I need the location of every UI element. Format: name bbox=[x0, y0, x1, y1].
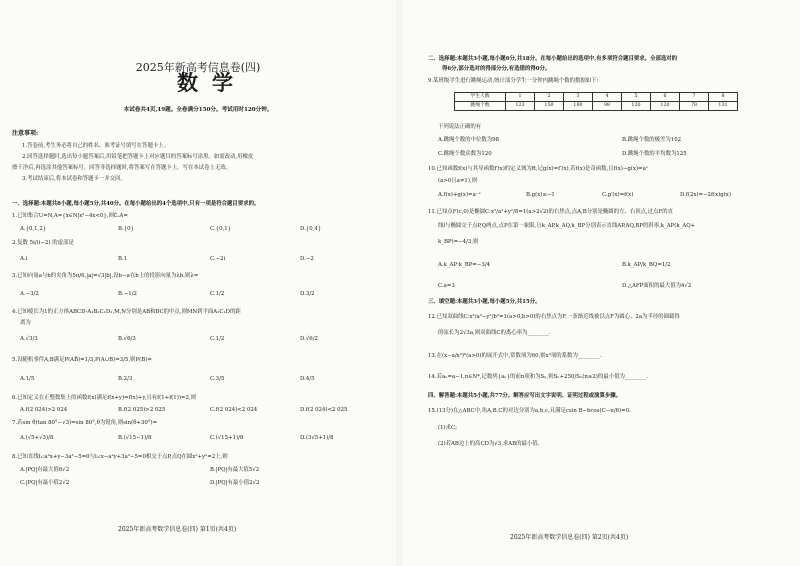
q9-option-b: B.跳绳个数的极差为102 bbox=[622, 137, 682, 143]
notice-title: 注意事项: bbox=[12, 130, 39, 137]
q4-stem-cont: 离为 bbox=[20, 320, 31, 326]
row-label-counts: 跳绳个数 bbox=[455, 102, 506, 111]
q5-stem: 5.设随机事件A,B满足P(AB̄)=1/3,P(A∪B)=3/5,则P(B)= bbox=[12, 357, 152, 363]
q11-option-d: D.△AFP面积的最大值为4√2 bbox=[622, 283, 692, 289]
count-cell: 120 bbox=[622, 102, 651, 111]
q1-option-a: A.{0,1,2} bbox=[20, 226, 47, 232]
count-cell: 150 bbox=[535, 102, 564, 111]
count-cell: 98 bbox=[593, 102, 622, 111]
section3-header: 三、填空题:本题共3小题,每小题5分,共15分。 bbox=[428, 299, 541, 305]
q8-stem: 8.已知直线l₁:a²x+y−3a²−5=0与l₂:x−a²y+3a²−5=0相交于点P,点Q在圆x²+y²=2上,则 bbox=[12, 454, 228, 460]
q2-option-d: D.−2 bbox=[300, 256, 314, 262]
q10-option-c: C.g′(x)=f(x) bbox=[602, 192, 634, 198]
q4-option-c: C.1/2 bbox=[210, 336, 225, 342]
q1-option-b: B.{0} bbox=[118, 226, 134, 232]
q2-option-c: C.−2i bbox=[210, 256, 226, 262]
notice-line: 1.答卷前,考生务必将自己的姓名、准考证号填写在答题卡上。 bbox=[22, 143, 170, 149]
q2-stem: 2.复数 5i/(i−2) 的虚部是 bbox=[12, 240, 74, 246]
q10-stem: 10.已知函数f(x)与其导函数f′(x)的定义域为R,记g(x)=f′(x),若f(x)是奇函数,且f(x)−g(x)=aˣ bbox=[428, 166, 649, 172]
q15-part-1: (1)求C; bbox=[438, 425, 457, 431]
section4-header: 四、解答题:本题共5小题,共77分。解答应写出文字说明、证明过程或演算步骤。 bbox=[428, 393, 622, 399]
exam-title: 2025年新高考信息卷(四) bbox=[135, 61, 261, 74]
q8-option-d: D.|PQ|有最小值2√2 bbox=[210, 480, 260, 486]
q1-stem: 1.已知集合U=N,A={x∈N|x²−4x<0},则∁ᵤA= bbox=[12, 213, 128, 219]
q15-stem: 15.(13分)在△ABC中,角A,B,C的对边分别为a,b,c,且满足csin B−bcos(C−π/6)=0. bbox=[428, 408, 631, 414]
q9-option-c: C.跳绳个数众数为120 bbox=[438, 151, 492, 157]
q15-part-2: (2)若AB边上的高CD为√3,求AB的最小值. bbox=[438, 441, 540, 447]
q12-stem: 12.已知双曲线C:x²/a²−y²/b²=1(a>0,b>0)的右焦点为F,一条渐近线被以点F为圆心、2a为半径的圆截得 bbox=[428, 314, 680, 320]
q3-option-c: C.1/2 bbox=[210, 291, 225, 297]
q10-option-b: B.g(x)≤−1 bbox=[526, 192, 555, 198]
q3-option-d: D.3/2 bbox=[300, 291, 315, 297]
q7-option-c: C.(√15+1)/8 bbox=[210, 435, 244, 441]
q9-option-d: D.跳绳个数的平均数为125 bbox=[622, 151, 687, 157]
q7-option-a: A.(√5+√3)/8 bbox=[20, 435, 54, 441]
q8-option-a: A.|PQ|有最大值6√2 bbox=[20, 467, 70, 473]
q6-option-a: A.f(2 024)>2 024 bbox=[20, 407, 68, 413]
table-row bbox=[455, 102, 738, 111]
q2-option-b: B.1 bbox=[118, 256, 128, 262]
student-cell: 7 bbox=[680, 93, 709, 102]
q11-stem: 11.已知点F(c,0)是椭圆C:x²/a²+y²/8=1(a>2√2)的右焦点,点A,B分别是椭圆的左、右顶点,过点F的直 bbox=[428, 209, 674, 215]
count-cell: 120 bbox=[651, 102, 680, 111]
notice-line: 擦干净后,再选涂其他答案标号。回答非选择题时,将答案写在答题卡上。写在本试卷上无效。 bbox=[12, 165, 232, 171]
count-cell: 78 bbox=[680, 102, 709, 111]
q7-option-d: D.(3√5+1)/8 bbox=[300, 435, 334, 441]
student-cell: 8 bbox=[709, 93, 738, 102]
q11-stem-cont2: k_BP)=−4/3,则 bbox=[438, 239, 479, 245]
notice-line: 3.考试结束后,将本试卷和答题卡一并交回。 bbox=[22, 176, 126, 182]
table-row bbox=[455, 93, 738, 102]
q12-stem-cont: 的弦长为2√3a,则双曲线C的离心率为________. bbox=[438, 330, 551, 336]
row-label-students: 学生人数 bbox=[455, 93, 506, 102]
q8-option-b: B.|PQ|有最大值5√2 bbox=[210, 467, 260, 473]
q10-option-d: D.f(2x)=−2f(x)g(x) bbox=[680, 192, 731, 198]
q3-stem: 3.已知向量a与b的夹角为5π/6,|a|=√3|b|,设b−a在b上的投影向量为λb,则λ= bbox=[12, 273, 199, 279]
q8-option-c: C.|PQ|有最小值2√2 bbox=[20, 480, 70, 486]
q9-stem: 9.某班级学生进行跳绳运动,统计部分学生一分钟内跳绳个数的数据如下: bbox=[428, 78, 599, 84]
q11-option-a: A.k_AP·k_BP=−3/4 bbox=[438, 262, 491, 268]
student-cell: 1 bbox=[506, 93, 535, 102]
q10-stem-cont: (a>0且a≠1),则 bbox=[438, 178, 478, 184]
q4-stem: 4.已知棱长为1的正方体ABCD-A₁B₁C₁D₁,M,N分别是AB和BC的中点,则MN到平面A₁C₁D的距 bbox=[12, 309, 241, 315]
q2-option-a: A.i bbox=[20, 256, 28, 262]
q6-option-c: C.f(2 024)<2 024 bbox=[210, 407, 258, 413]
section2-header-cont: 得6分,部分选对的得部分分,有选错的得0分。 bbox=[442, 66, 551, 72]
page-2 bbox=[402, 0, 800, 566]
exam-info: 本试卷共4页,19题。全卷满分150分。考试用时120分钟。 bbox=[123, 107, 273, 113]
section2-header: 二、选择题:本题共3小题,每小题6分,共18分。在每小题给出的选项中,有多项符合题目要求。全部选对的 bbox=[428, 56, 678, 62]
q7-option-b: B.(√15−1)/8 bbox=[118, 435, 152, 441]
q7-stem: 7.若sin θ(tan 80°−√3)=sin 80°,θ为锐角,则sin(θ+30°)= bbox=[12, 420, 158, 426]
q11-option-c: C.a=3 bbox=[438, 283, 455, 289]
q9-lead: 下列说法正确的有 bbox=[438, 124, 482, 130]
q11-option-b: B.k_AP/k_BQ=1/2 bbox=[622, 262, 671, 268]
student-cell: 3 bbox=[564, 93, 593, 102]
count-cell: 123 bbox=[506, 102, 535, 111]
jump-rope-table bbox=[454, 92, 738, 111]
q6-stem: 6.已知定义在正整数集上的函数f(x)满足f(x+y)=f(x)+y,且有f(1+f(1))=2,则 bbox=[12, 395, 196, 401]
q5-option-c: C.3/5 bbox=[210, 376, 225, 382]
q6-option-d: D.f(2 024)<2 025 bbox=[300, 407, 348, 413]
section1-header: 一、选择题:本题共8小题,每小题5分,共40分。在每小题给出的4个选项中,只有一项是符合题目要求的。 bbox=[12, 201, 260, 207]
page-footer: 2025年新高考数学信息卷(四) 第2页(共4页) bbox=[510, 534, 629, 541]
q14-stem: 14.若aₙ=a−1,n∈N*,记数列{aₙ}的前n项和为Sₙ,则Sₙ+250/Sₙ(n≥2)的最小值为________. bbox=[428, 374, 649, 380]
student-cell: 4 bbox=[593, 93, 622, 102]
q4-option-a: A.√3/3 bbox=[20, 336, 38, 342]
q4-option-b: B.√6/3 bbox=[118, 336, 136, 342]
q5-option-b: B.2/3 bbox=[118, 376, 133, 382]
page-footer: 2025年新高考数学信息卷(四) 第1页(共4页) bbox=[118, 526, 237, 533]
student-cell: 2 bbox=[535, 93, 564, 102]
q3-option-a: A.−3/2 bbox=[20, 291, 39, 297]
q9-option-a: A.跳绳个数的中位数为98 bbox=[438, 137, 499, 143]
notice-line: 2.回答选择题时,选出每小题答案后,用铅笔把答题卡上对应题目的答案标号涂黑。如需改动,用橡皮 bbox=[22, 154, 254, 160]
student-cell: 5 bbox=[622, 93, 651, 102]
q6-option-b: B.f(2 025)>2 025 bbox=[118, 407, 166, 413]
count-cell: 180 bbox=[564, 102, 593, 111]
count-cell: 131 bbox=[709, 102, 738, 111]
q1-option-d: D.{0,4} bbox=[300, 226, 322, 232]
q3-option-b: B.−1/2 bbox=[118, 291, 137, 297]
q11-stem-cont: 线l与椭圆交于点P,Q两点,点P在第一象限,且k_AP,k_AQ,k_BP分别表示直线AP,AQ,BP的斜率,k_AP(k_AQ+ bbox=[438, 223, 696, 229]
q10-option-a: A.f(x)+g(x)=a⁻ˣ bbox=[438, 192, 481, 198]
q4-option-d: D.√6/2 bbox=[300, 336, 318, 342]
page-1 bbox=[0, 0, 396, 566]
q1-option-c: C.{0,1} bbox=[210, 226, 232, 232]
q13-stem: 13.在(x−a/x²)⁶(a>0)的展开式中,常数项为60,则x³项的系数为________. bbox=[428, 353, 602, 359]
subject-title: 数学 bbox=[177, 71, 247, 95]
q5-option-a: A.1/5 bbox=[20, 376, 35, 382]
q5-option-d: D.4/5 bbox=[300, 376, 315, 382]
student-cell: 6 bbox=[651, 93, 680, 102]
